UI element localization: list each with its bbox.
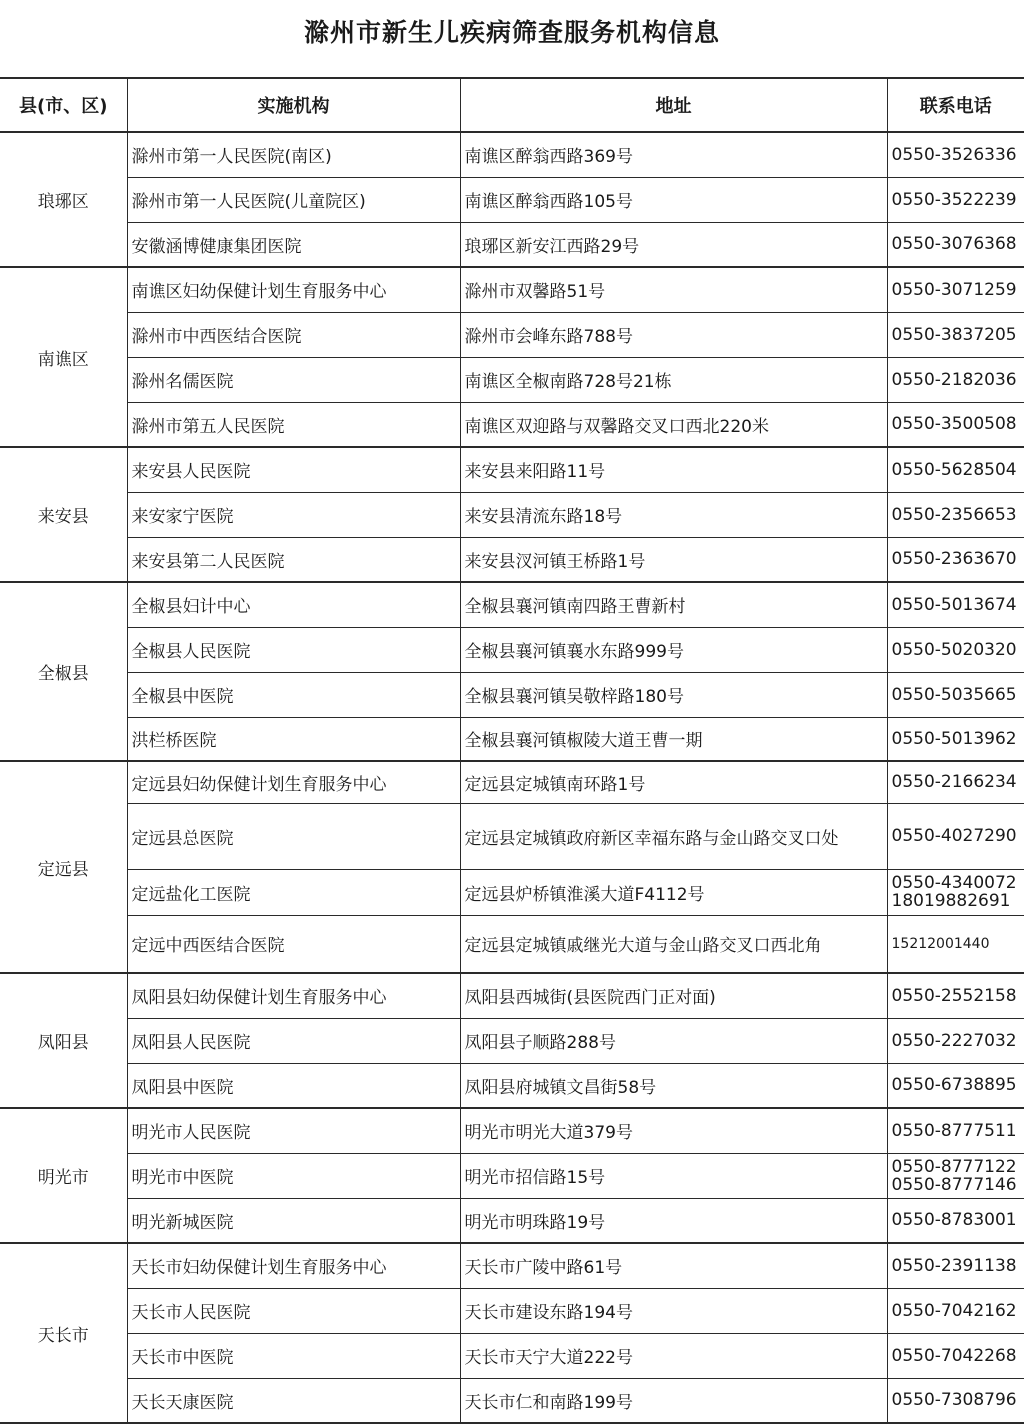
- phone-cell: [887, 132, 1024, 177]
- phone-cell: [887, 973, 1024, 1018]
- phone-cell: [887, 869, 1024, 915]
- header-institution: 实施机构: [127, 78, 460, 132]
- institution-table: [0, 77, 1024, 1424]
- institution-cell: 明光新城医院: [127, 1198, 460, 1243]
- address-cell: 来安县汊河镇王桥路1号: [460, 537, 887, 582]
- header-phone: 联系电话: [887, 78, 1024, 132]
- institution-cell: 明光市中医院: [127, 1153, 460, 1198]
- institution-cell: 天长市妇幼保健计划生育服务中心: [127, 1243, 460, 1288]
- address-cell: 滁州市双馨路51号: [460, 267, 887, 312]
- institution-cell: 明光市人民医院: [127, 1108, 460, 1153]
- phone-cell: [887, 1018, 1024, 1063]
- institution-cell: 滁州市第五人民医院: [127, 402, 460, 447]
- phone-cell: [887, 803, 1024, 869]
- institution-cell: 南谯区妇幼保健计划生育服务中心: [127, 267, 460, 312]
- table-row: [0, 1018, 1024, 1063]
- phone-number: 0550-8777146: [891, 1174, 1017, 1195]
- address-cell: 凤阳县府城镇文昌街58号: [460, 1063, 887, 1108]
- table-row: [0, 492, 1024, 537]
- institution-cell: 滁州名儒医院: [127, 357, 460, 402]
- table-row: [0, 1198, 1024, 1243]
- county-cell: 凤阳县: [0, 973, 127, 1108]
- table-header-row: [0, 78, 1024, 132]
- phone-cell: [887, 1243, 1024, 1288]
- address-cell: 来安县来阳路11号: [460, 447, 887, 492]
- address-cell: 琅琊区新安江西路29号: [460, 222, 887, 267]
- institution-cell: 全椒县妇计中心: [127, 582, 460, 627]
- institution-cell: 安徽涵博健康集团医院: [127, 222, 460, 267]
- phone-number: 0550-2166234: [891, 772, 1017, 793]
- phone-number: 0550-8777122: [891, 1156, 1017, 1177]
- phone-cell: [887, 177, 1024, 222]
- phone-number: 0550-7308796: [891, 1390, 1017, 1411]
- phone-number: 0550-8777511: [891, 1120, 1017, 1141]
- phone-number: 0550-2552158: [891, 985, 1017, 1006]
- address-cell: 明光市招信路15号: [460, 1153, 887, 1198]
- phone-cell: [887, 915, 1024, 973]
- phone-number: 0550-3837205: [891, 324, 1017, 345]
- address-cell: 全椒县襄河镇襄水东路999号: [460, 627, 887, 672]
- table-body: [0, 132, 1024, 1423]
- header-county: 县(市、区): [0, 78, 127, 132]
- phone-number: 0550-2356653: [891, 504, 1017, 525]
- phone-number: 0550-3076368: [891, 234, 1017, 255]
- phone-cell: [887, 1378, 1024, 1423]
- table-row: [0, 627, 1024, 672]
- phone-cell: [887, 267, 1024, 312]
- table-row: [0, 177, 1024, 222]
- phone-number: 0550-3071259: [891, 279, 1017, 300]
- phone-cell: [887, 1198, 1024, 1243]
- phone-cell: [887, 1288, 1024, 1333]
- phone-number: 0550-6738895: [891, 1075, 1017, 1096]
- phone-number: 18019882691: [891, 891, 1011, 911]
- phone-number: 0550-2182036: [891, 369, 1017, 390]
- phone-cell: [887, 402, 1024, 447]
- phone-number: 0550-5013674: [891, 594, 1017, 615]
- table-row: [0, 402, 1024, 447]
- address-cell: 凤阳县子顺路288号: [460, 1018, 887, 1063]
- table-row: [0, 1108, 1024, 1153]
- address-cell: 全椒县襄河镇吴敬梓路180号: [460, 672, 887, 717]
- institution-cell: 来安县人民医院: [127, 447, 460, 492]
- phone-number: 0550-5628504: [891, 459, 1017, 480]
- phone-cell: [887, 1333, 1024, 1378]
- institution-cell: 定远盐化工医院: [127, 869, 460, 915]
- header-address: 地址: [460, 78, 887, 132]
- county-cell: 南谯区: [0, 267, 127, 447]
- institution-cell: 来安县第二人民医院: [127, 537, 460, 582]
- table-row: [0, 1288, 1024, 1333]
- phone-cell: [887, 627, 1024, 672]
- address-cell: 天长市仁和南路199号: [460, 1378, 887, 1423]
- phone-number: 0550-5013962: [891, 728, 1017, 749]
- phone-number: 0550-2391138: [891, 1255, 1017, 1276]
- table-row: [0, 1153, 1024, 1198]
- phone-cell: [887, 537, 1024, 582]
- phone-cell: [887, 761, 1024, 803]
- address-cell: 定远县定城镇戚继光大道与金山路交叉口西北角: [460, 915, 887, 973]
- phone-cell: [887, 492, 1024, 537]
- address-cell: 滁州市会峰东路788号: [460, 312, 887, 357]
- address-cell: 南谯区醉翁西路105号: [460, 177, 887, 222]
- phone-cell: [887, 672, 1024, 717]
- phone-number: 0550-3500508: [891, 414, 1017, 435]
- phone-number: 0550-3526336: [891, 144, 1017, 165]
- phone-number: 0550-2363670: [891, 549, 1017, 570]
- table-row: [0, 761, 1024, 803]
- table-row: [0, 915, 1024, 973]
- institution-cell: 天长天康医院: [127, 1378, 460, 1423]
- phone-number: 0550-7042162: [891, 1300, 1017, 1321]
- phone-number: 0550-5035665: [891, 684, 1017, 705]
- institution-cell: 滁州市第一人民医院(南区): [127, 132, 460, 177]
- address-cell: 明光市明珠路19号: [460, 1198, 887, 1243]
- address-cell: 定远县定城镇南环路1号: [460, 761, 887, 803]
- phone-cell: [887, 447, 1024, 492]
- address-cell: 天长市天宁大道222号: [460, 1333, 887, 1378]
- phone-cell: [887, 312, 1024, 357]
- county-cell: 来安县: [0, 447, 127, 582]
- table-row: [0, 312, 1024, 357]
- table-row: [0, 1243, 1024, 1288]
- county-cell: 明光市: [0, 1108, 127, 1243]
- address-cell: 全椒县襄河镇椒陵大道王曹一期: [460, 717, 887, 761]
- county-cell: 天长市: [0, 1243, 127, 1423]
- phone-number: 0550-3522239: [891, 189, 1017, 210]
- phone-cell: [887, 1153, 1024, 1198]
- phone-number: 15212001440: [891, 935, 990, 952]
- table-row: [0, 803, 1024, 869]
- table-row: [0, 267, 1024, 312]
- phone-cell: [887, 357, 1024, 402]
- address-cell: 天长市广陵中路61号: [460, 1243, 887, 1288]
- table-row: [0, 357, 1024, 402]
- table-row: [0, 447, 1024, 492]
- table-row: [0, 1333, 1024, 1378]
- institution-cell: 来安家宁医院: [127, 492, 460, 537]
- table-row: [0, 1378, 1024, 1423]
- institution-cell: 滁州市第一人民医院(儿童院区): [127, 177, 460, 222]
- institution-cell: 定远中西医结合医院: [127, 915, 460, 973]
- address-cell: 明光市明光大道379号: [460, 1108, 887, 1153]
- phone-cell: [887, 1063, 1024, 1108]
- table-row: [0, 869, 1024, 915]
- phone-number: 0550-5020320: [891, 639, 1017, 660]
- institution-cell: 凤阳县人民医院: [127, 1018, 460, 1063]
- institution-cell: 全椒县中医院: [127, 672, 460, 717]
- address-cell: 定远县定城镇政府新区幸福东路与金山路交叉口处: [460, 803, 887, 869]
- institution-cell: 定远县总医院: [127, 803, 460, 869]
- county-cell: 定远县: [0, 761, 127, 973]
- table-row: [0, 537, 1024, 582]
- table-row: [0, 222, 1024, 267]
- institution-cell: 凤阳县中医院: [127, 1063, 460, 1108]
- table-row: [0, 132, 1024, 177]
- phone-number: 0550-7042268: [891, 1345, 1017, 1366]
- institution-cell: 滁州市中西医结合医院: [127, 312, 460, 357]
- page-title: 滁州市新生儿疾病筛查服务机构信息: [303, 18, 720, 47]
- table-row: [0, 582, 1024, 627]
- table-row: [0, 973, 1024, 1018]
- address-cell: 天长市建设东路194号: [460, 1288, 887, 1333]
- phone-cell: [887, 222, 1024, 267]
- phone-number: 0550-8783001: [891, 1210, 1017, 1231]
- phone-cell: [887, 1108, 1024, 1153]
- institution-cell: 洪栏桥医院: [127, 717, 460, 761]
- institution-cell: 天长市中医院: [127, 1333, 460, 1378]
- institution-cell: 凤阳县妇幼保健计划生育服务中心: [127, 973, 460, 1018]
- address-cell: 凤阳县西城街(县医院西门正对面): [460, 973, 887, 1018]
- county-cell: 琅琊区: [0, 132, 127, 267]
- address-cell: 全椒县襄河镇南四路王曹新村: [460, 582, 887, 627]
- phone-cell: [887, 717, 1024, 761]
- table-row: [0, 672, 1024, 717]
- institution-cell: 全椒县人民医院: [127, 627, 460, 672]
- address-cell: 南谯区双迎路与双馨路交叉口西北220米: [460, 402, 887, 447]
- phone-number: 0550-4340072: [891, 873, 1017, 893]
- table-row: [0, 1063, 1024, 1108]
- address-cell: 来安县清流东路18号: [460, 492, 887, 537]
- phone-number: 0550-4027290: [891, 826, 1017, 846]
- phone-cell: [887, 582, 1024, 627]
- table-row: [0, 717, 1024, 761]
- address-cell: 南谯区醉翁西路369号: [460, 132, 887, 177]
- county-cell: 全椒县: [0, 582, 127, 761]
- address-cell: 南谯区全椒南路728号21栋: [460, 357, 887, 402]
- phone-number: 0550-2227032: [891, 1030, 1017, 1051]
- address-cell: 定远县炉桥镇淮溪大道F4112号: [460, 869, 887, 915]
- institution-cell: 定远县妇幼保健计划生育服务中心: [127, 761, 460, 803]
- institution-cell: 天长市人民医院: [127, 1288, 460, 1333]
